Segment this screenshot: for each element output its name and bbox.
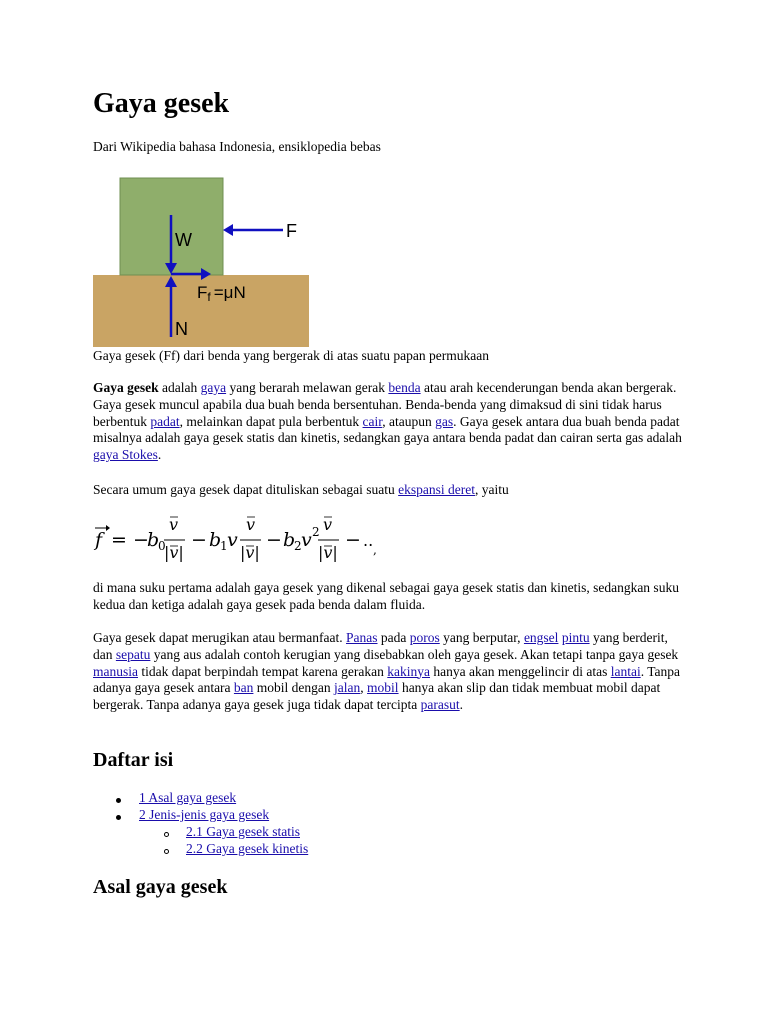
toc-item-kinetis[interactable]: 2.2 Gaya gesek kinetis bbox=[186, 841, 309, 856]
formula-num1: v bbox=[169, 515, 179, 534]
formula-den3: |v| bbox=[318, 543, 338, 562]
term-bold: Gaya gesek bbox=[93, 380, 159, 395]
link-ekspansi-deret[interactable]: ekspansi deret bbox=[398, 482, 476, 497]
link-manusia[interactable]: manusia bbox=[93, 663, 138, 679]
tagline: Dari Wikipedia bahasa Indonesia, ensiklopedia bebas bbox=[93, 139, 381, 154]
link-engsel[interactable]: engsel bbox=[523, 630, 559, 645]
friction-formula bbox=[93, 508, 393, 568]
formula-dots: .. bbox=[363, 531, 374, 550]
link-padat[interactable]: padat bbox=[150, 413, 180, 429]
link-benda[interactable]: benda bbox=[388, 380, 421, 395]
link-mobil[interactable]: mobil bbox=[367, 680, 399, 696]
bullet bbox=[116, 798, 121, 803]
toc-heading: Daftar isi bbox=[93, 749, 174, 771]
terms-paragraph: di mana suku pertama adalah gaya gesek yang dikenal sebagai gaya gesek statis dan kinetis, sedangkan suku kedua dan ketiga adalah gaya gesek pada benda dalam fluida. bbox=[93, 580, 679, 612]
formula-sup2: 2 bbox=[312, 525, 320, 539]
page-title: Gaya gesek bbox=[93, 88, 230, 119]
weight-label: W bbox=[175, 230, 192, 250]
formula-v1: v bbox=[227, 529, 238, 551]
formula-comma: , bbox=[373, 543, 377, 557]
formula-den2: |v| bbox=[240, 543, 260, 562]
link-poros[interactable]: poros bbox=[409, 630, 440, 645]
bullet bbox=[116, 815, 121, 820]
section-heading: Asal gaya gesek bbox=[93, 876, 228, 898]
formula-eq: = − bbox=[111, 529, 149, 551]
link-jalan[interactable]: jalan bbox=[334, 680, 361, 696]
link-gaya[interactable]: gaya bbox=[200, 380, 227, 395]
formula-sub2: 2 bbox=[294, 539, 302, 553]
effects-paragraph: Gaya gesek dapat merugikan atau bermanfaat. Panas pada poros yang berputar, engsel pintu yang berderit, dan sepatu yang aus adalah contoh kerugian yang disebabkan oleh gaya gesek. Akan tetapi tanpa gaya gesek manusia tidak dapat berpindah tempat karena gerakan kakinya hanya akan menggelincir di atas lantai. Tanpa adanya gaya gesek antara ban mobil dengan jalan, mobil hanya akan slip dan tidak membuat mobil dapat bergerak. Tanpa adanya gaya gesek juga tidak dapat tercipta parasut. bbox=[93, 630, 680, 713]
bullet bbox=[164, 832, 169, 837]
formula-minus3: − bbox=[345, 529, 361, 551]
link-ban[interactable]: ban bbox=[233, 680, 254, 696]
link-sepatu[interactable]: sepatu bbox=[115, 646, 151, 662]
intro-paragraph: Gaya gesek adalah gaya yang berarah melawan gerak benda atau arah kecenderungan benda akan bergerak. Gaya gesek muncul apabila dua buah benda bersentuhan. Benda-benda yang dimaksud di sini tidak harus berbentuk padat, melainkan dapat pula berbentuk cair, ataupun gas. Gaya gesek antara dua buah benda padat misalnya adalah gaya gesek statis dan kinetis, sedangkan gaya antara benda padat dan cairan serta gas adalah gaya Stokes. bbox=[93, 380, 682, 463]
link-parasut[interactable]: parasut bbox=[420, 697, 460, 713]
friction-force-symbol: F bbox=[197, 283, 208, 302]
link-lantai[interactable]: lantai bbox=[610, 663, 641, 679]
link-gas[interactable]: gas bbox=[435, 413, 454, 429]
bullet bbox=[164, 849, 169, 854]
formula-v2: v bbox=[301, 529, 312, 551]
formula-b0: b bbox=[147, 529, 160, 551]
formula-sub0: 0 bbox=[158, 539, 166, 553]
toc-item-jenis[interactable]: 2 Jenis-jenis gaya gesek bbox=[139, 807, 270, 822]
force-label: F bbox=[286, 221, 297, 241]
friction-force-label bbox=[197, 283, 246, 304]
friction-diagram[interactable] bbox=[93, 177, 309, 347]
formula-num2: v bbox=[246, 515, 256, 534]
formula-sub1: 1 bbox=[220, 539, 228, 553]
formula-f: f bbox=[95, 529, 103, 551]
formula-b1: b bbox=[209, 529, 222, 551]
figure-caption: Gaya gesek (Ff) dari benda yang bergerak di atas suatu papan permukaan bbox=[93, 348, 489, 363]
friction-force-subscript: f bbox=[207, 290, 211, 304]
series-paragraph: Secara umum gaya gesek dapat dituliskan sebagai suatu ekspansi deret, yaitu bbox=[93, 482, 509, 497]
link-pintu[interactable]: pintu bbox=[561, 630, 590, 645]
formula-den1: |v| bbox=[164, 543, 184, 562]
friction-force-equation: =μN bbox=[213, 283, 246, 302]
link-gaya-stokes[interactable]: gaya Stokes bbox=[93, 447, 158, 463]
toc-item-asal[interactable]: 1 Asal gaya gesek bbox=[139, 790, 237, 805]
formula-b2: b bbox=[283, 529, 296, 551]
formula-num3: v bbox=[323, 515, 333, 534]
normal-force-label: N bbox=[175, 319, 188, 339]
toc-item-statis[interactable]: 2.1 Gaya gesek statis bbox=[186, 824, 300, 839]
formula-minus1: − bbox=[191, 529, 207, 551]
formula-minus2: − bbox=[266, 529, 282, 551]
link-kakinya[interactable]: kakinya bbox=[387, 663, 431, 679]
link-panas[interactable]: Panas bbox=[346, 630, 378, 645]
link-cair[interactable]: cair bbox=[362, 413, 383, 429]
